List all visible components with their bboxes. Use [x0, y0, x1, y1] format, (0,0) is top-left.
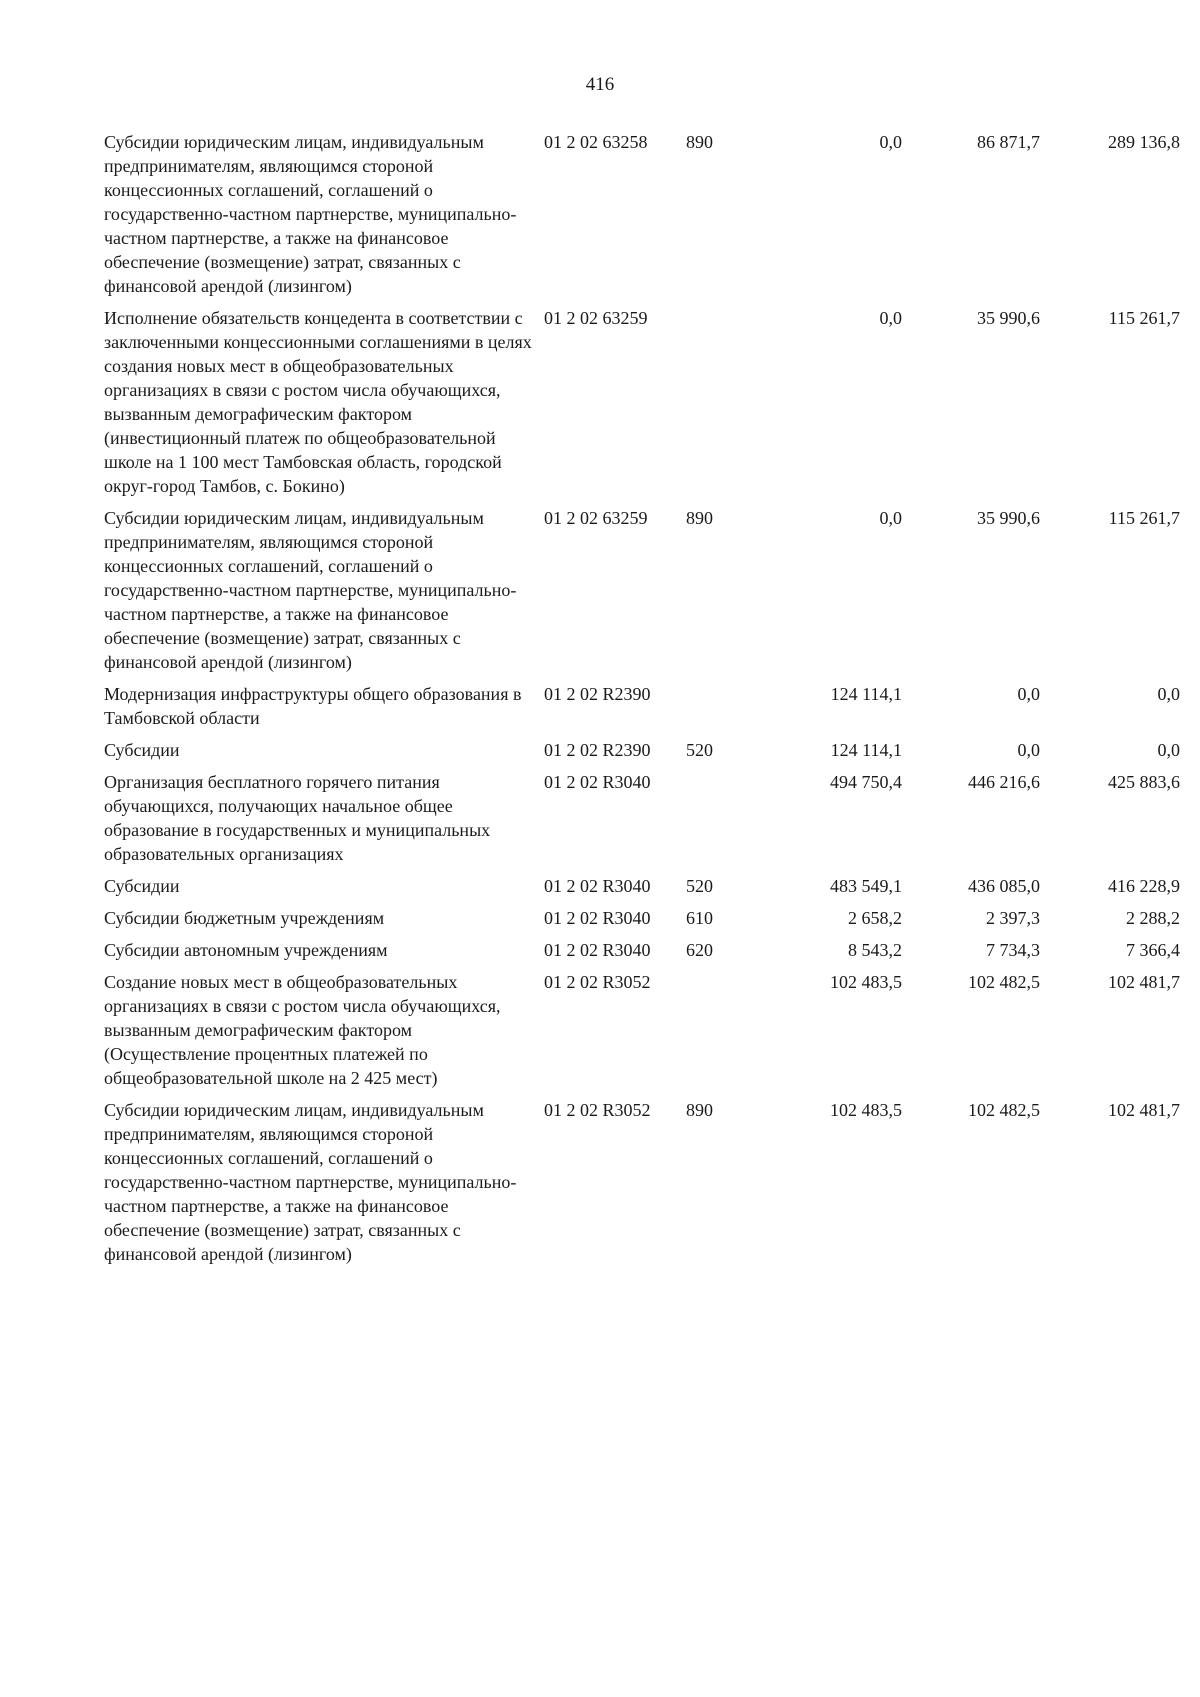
row-name: Организация бесплатного горячего питания обучающихся, получающих начальное общее образование в государственных и муниципальных образовательных организациях	[104, 772, 491, 864]
row-name: Создание новых мест в общеобразовательных организациях в связи с ростом числа обучающихся, вызванным демографическим фактором (Осуществление процентных платежей по общеобразовательной школе на 2 425 мест)	[104, 972, 501, 1088]
table-row	[104, 1098, 1180, 1274]
row-value-3: 7 366,4	[1126, 940, 1180, 960]
table-row	[104, 874, 1180, 906]
row-value-3: 416 228,9	[1108, 876, 1180, 896]
row-name: Субсидии	[104, 876, 180, 896]
row-name: Субсидии	[104, 740, 180, 760]
table-row	[104, 506, 1180, 682]
row-vr	[682, 970, 732, 1098]
row-name: Субсидии юридическим лицам, индивидуальным предпринимателям, являющимся стороной концессионных соглашений, соглашений о государственно-частном партнерстве, муниципально-частном партнерстве, а также на финансовое обеспечение (возмещение) затрат, связанных с финансовой арендой (лизингом)	[104, 132, 517, 296]
row-name: Субсидии автономным учреждениям	[104, 940, 388, 960]
row-csr: 01 2 02 R3040	[544, 772, 651, 792]
row-value-1: 0,0	[879, 508, 902, 528]
row-value-2: 102 482,5	[968, 972, 1040, 992]
row-value-1: 494 750,4	[830, 772, 902, 792]
row-vr: 890	[686, 132, 713, 152]
row-value-2: 102 482,5	[968, 1100, 1040, 1120]
row-value-1: 0,0	[879, 308, 902, 328]
row-value-3: 0,0	[1157, 740, 1180, 760]
row-value-2: 86 871,7	[977, 132, 1040, 152]
table-row	[104, 682, 1180, 738]
row-value-3: 102 481,7	[1108, 1100, 1180, 1120]
row-value-2: 0,0	[1017, 684, 1040, 704]
row-vr	[682, 306, 732, 506]
row-value-1: 124 114,1	[830, 684, 902, 704]
row-value-3: 2 288,2	[1126, 908, 1180, 928]
row-vr: 520	[686, 740, 713, 760]
row-value-3: 425 883,6	[1108, 772, 1180, 792]
table-row	[104, 738, 1180, 770]
row-csr: 01 2 02 63258	[544, 132, 648, 152]
row-vr: 610	[686, 908, 713, 928]
row-vr	[682, 770, 732, 874]
row-value-1: 102 483,5	[830, 972, 902, 992]
row-value-2: 35 990,6	[977, 308, 1040, 328]
row-csr: 01 2 02 R2390	[544, 684, 651, 704]
row-name: Субсидии юридическим лицам, индивидуальным предпринимателям, являющимся стороной концессионных соглашений, соглашений о государственно-частном партнерстве, муниципально-частном партнерстве, а также на финансовое обеспечение (возмещение) затрат, связанных с финансовой арендой (лизингом)	[104, 1100, 517, 1264]
budget-table	[104, 130, 1180, 1274]
row-name: Исполнение обязательств концедента в соответствии с заключенными концессионными соглашениями в целях создания новых мест в общеобразовательных организациях в связи с ростом числа обучающихся, вызванным демографическим фактором (инвестиционный платеж по общеобразовательной школе на 1 100 мест Тамбовская область, городской округ-город Тамбов, с. Бокино)	[104, 308, 532, 496]
row-value-1: 0,0	[879, 132, 902, 152]
row-value-2: 436 085,0	[968, 876, 1040, 896]
row-value-2: 2 397,3	[986, 908, 1040, 928]
row-value-2: 0,0	[1017, 740, 1040, 760]
table-row	[104, 306, 1180, 506]
row-value-1: 8 543,2	[848, 940, 902, 960]
row-value-1: 2 658,2	[848, 908, 902, 928]
row-csr: 01 2 02 R3052	[544, 972, 651, 992]
row-vr	[682, 682, 732, 738]
row-vr: 890	[686, 1100, 713, 1120]
row-csr: 01 2 02 R3040	[544, 908, 651, 928]
row-csr: 01 2 02 R3052	[544, 1100, 651, 1120]
table-row	[104, 770, 1180, 874]
row-value-2: 446 216,6	[968, 772, 1040, 792]
row-name: Модернизация инфраструктуры общего образования в Тамбовской области	[104, 684, 522, 728]
table-row	[104, 938, 1180, 970]
row-name: Субсидии юридическим лицам, индивидуальным предпринимателям, являющимся стороной концессионных соглашений, соглашений о государственно-частном партнерстве, муниципально-частном партнерстве, а также на финансовое обеспечение (возмещение) затрат, связанных с финансовой арендой (лизингом)	[104, 508, 517, 672]
table-row	[104, 130, 1180, 306]
row-csr: 01 2 02 63259	[544, 308, 648, 328]
row-csr: 01 2 02 R3040	[544, 876, 651, 896]
row-value-2: 35 990,6	[977, 508, 1040, 528]
row-value-3: 0,0	[1157, 684, 1180, 704]
row-name: Субсидии бюджетным учреждениям	[104, 908, 385, 928]
row-value-3: 102 481,7	[1108, 972, 1180, 992]
row-vr: 890	[686, 508, 713, 528]
page-number: 416	[585, 74, 615, 95]
row-csr: 01 2 02 R3040	[544, 940, 651, 960]
row-value-2: 7 734,3	[986, 940, 1040, 960]
row-vr: 520	[686, 876, 713, 896]
row-value-3: 115 261,7	[1108, 308, 1180, 328]
row-value-1: 102 483,5	[830, 1100, 902, 1120]
row-value-1: 483 549,1	[830, 876, 902, 896]
table-row	[104, 970, 1180, 1098]
table-row	[104, 906, 1180, 938]
row-csr: 01 2 02 63259	[544, 508, 648, 528]
row-csr: 01 2 02 R2390	[544, 740, 651, 760]
row-value-3: 115 261,7	[1108, 508, 1180, 528]
row-value-1: 124 114,1	[830, 740, 902, 760]
row-vr: 620	[686, 940, 713, 960]
row-value-3: 289 136,8	[1108, 132, 1180, 152]
